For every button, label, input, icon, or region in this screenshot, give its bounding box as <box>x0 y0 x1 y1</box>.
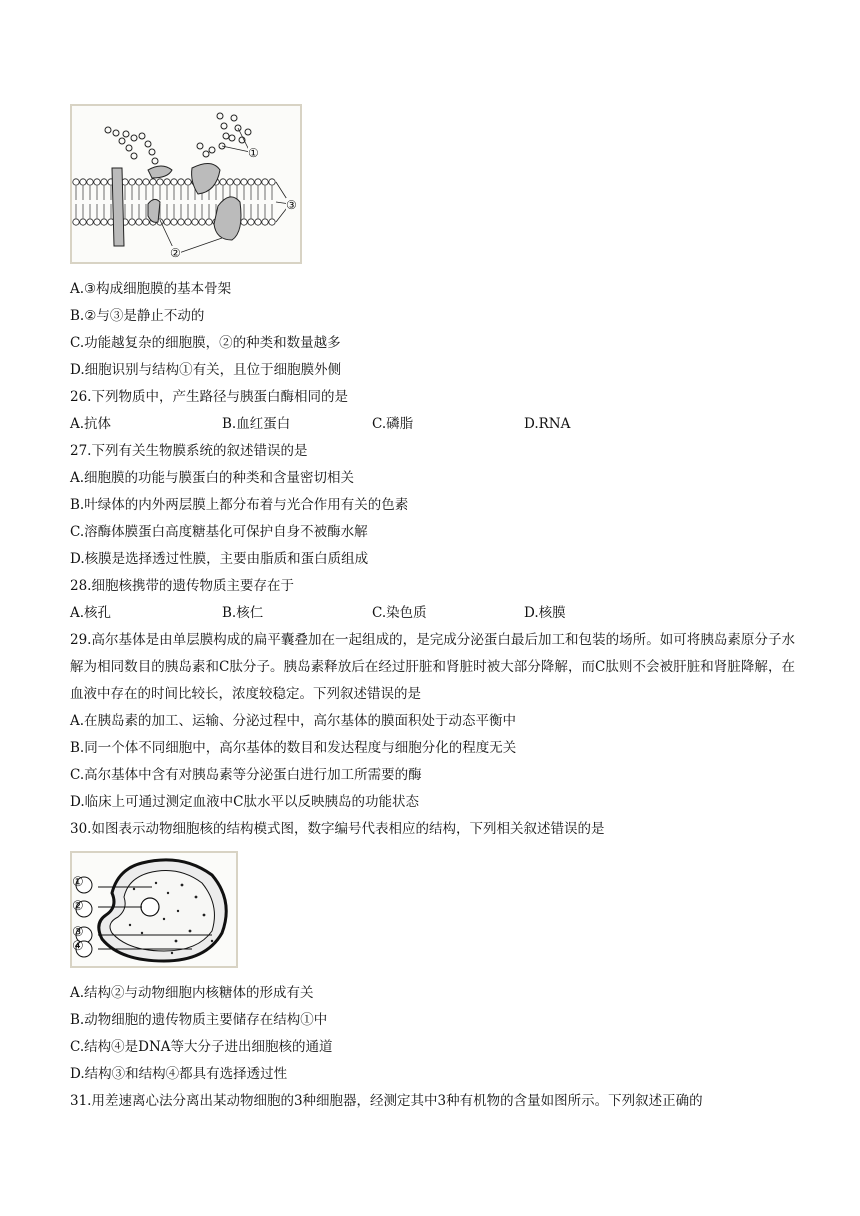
q28-option-a: A.核孔 <box>70 605 112 621</box>
nucleus-label-4: ④ <box>72 939 84 954</box>
label-2: ② <box>170 246 181 260</box>
q26-option-c: C.磷脂 <box>372 416 414 432</box>
q30-stem: 30.如图表示动物细胞核的结构模式图，数字编号代表相应的结构，下列相关叙述错误的是 <box>70 821 605 837</box>
q30-option-d: D.结构③和结构④都具有选择透过性 <box>70 1066 288 1082</box>
q28-option-c: C.染色质 <box>372 605 427 621</box>
q30-option-c: C.结构④是DNA等大分子进出细胞核的通道 <box>70 1039 333 1055</box>
q25-option-d: D.细胞识别与结构①有关，且位于细胞膜外侧 <box>70 362 342 378</box>
q26-option-d: D.RNA <box>524 416 571 432</box>
nucleus-figure <box>70 851 238 968</box>
q29-option-b: B.同一个体不同细胞中，高尔基体的数目和发达程度与细胞分化的程度无关 <box>70 740 517 756</box>
q27-option-d: D.核膜是选择透过性膜，主要由脂质和蛋白质组成 <box>70 551 369 567</box>
q28-stem: 28.细胞核携带的遗传物质主要存在于 <box>70 578 294 594</box>
q25-option-c: C.功能越复杂的细胞膜，②的种类和数量越多 <box>70 335 341 351</box>
nucleus-label-3: ③ <box>72 925 84 940</box>
nucleus-diagram <box>72 853 236 966</box>
q30-option-a: A.结构②与动物细胞内核糖体的形成有关 <box>70 985 314 1001</box>
q29-stem: 29.高尔基体是由单层膜构成的扁平囊叠加在一起组成的，是完成分泌蛋白最后加工和包装的场所。如可将胰岛素原分子水解为相同数目的胰岛素和C肽分子。胰岛素释放后在经过肝脏和肾脏时被大部分降解，而C肽则不会被肝脏和肾脏降解，在血液中存在的时间比较长，浓度较稳定。下列叙述错误的是 <box>70 632 795 702</box>
q27-stem: 27.下列有关生物膜系统的叙述错误的是 <box>70 443 308 459</box>
q31-stem: 31.用差速离心法分离出某动物细胞的3种细胞器，经测定其中3种有机物的含量如图所示。下列叙述正确的 <box>70 1093 703 1109</box>
q26-option-a: A.抗体 <box>70 416 112 432</box>
q30-option-b: B.动物细胞的遗传物质主要储存在结构①中 <box>70 1012 328 1028</box>
q29-option-d: D.临床上可通过测定血液中C肽水平以反映胰岛的功能状态 <box>70 794 419 810</box>
q29-option-a: A.在胰岛素的加工、运输、分泌过程中，高尔基体的膜面积处于动态平衡中 <box>70 713 517 729</box>
q28-option-d: D.核膜 <box>524 605 566 621</box>
q27-option-a: A.细胞膜的功能与膜蛋白的种类和含量密切相关 <box>70 470 355 486</box>
q26-option-b: B.血红蛋白 <box>222 416 291 432</box>
q27-option-b: B.叶绿体的内外两层膜上都分布着与光合作用有关的色素 <box>70 497 409 513</box>
q28-option-b: B.核仁 <box>222 605 264 621</box>
q29-option-c: C.高尔基体中含有对胰岛素等分泌蛋白进行加工所需要的酶 <box>70 767 422 783</box>
q25-option-b: B.②与③是静止不动的 <box>70 308 205 324</box>
nucleus-label-2: ② <box>72 899 84 914</box>
q27-option-c: C.溶酶体膜蛋白高度糖基化可保护自身不被酶水解 <box>70 524 368 540</box>
nucleus-label-1: ① <box>72 875 84 890</box>
q25-option-a: A.③构成细胞膜的基本骨架 <box>70 281 232 297</box>
membrane-diagram <box>72 106 300 262</box>
q26-stem: 26.下列物质中，产生路径与胰蛋白酶相同的是 <box>70 389 348 405</box>
label-3: ③ <box>286 198 297 212</box>
label-1: ① <box>248 146 259 160</box>
membrane-figure <box>70 104 302 264</box>
